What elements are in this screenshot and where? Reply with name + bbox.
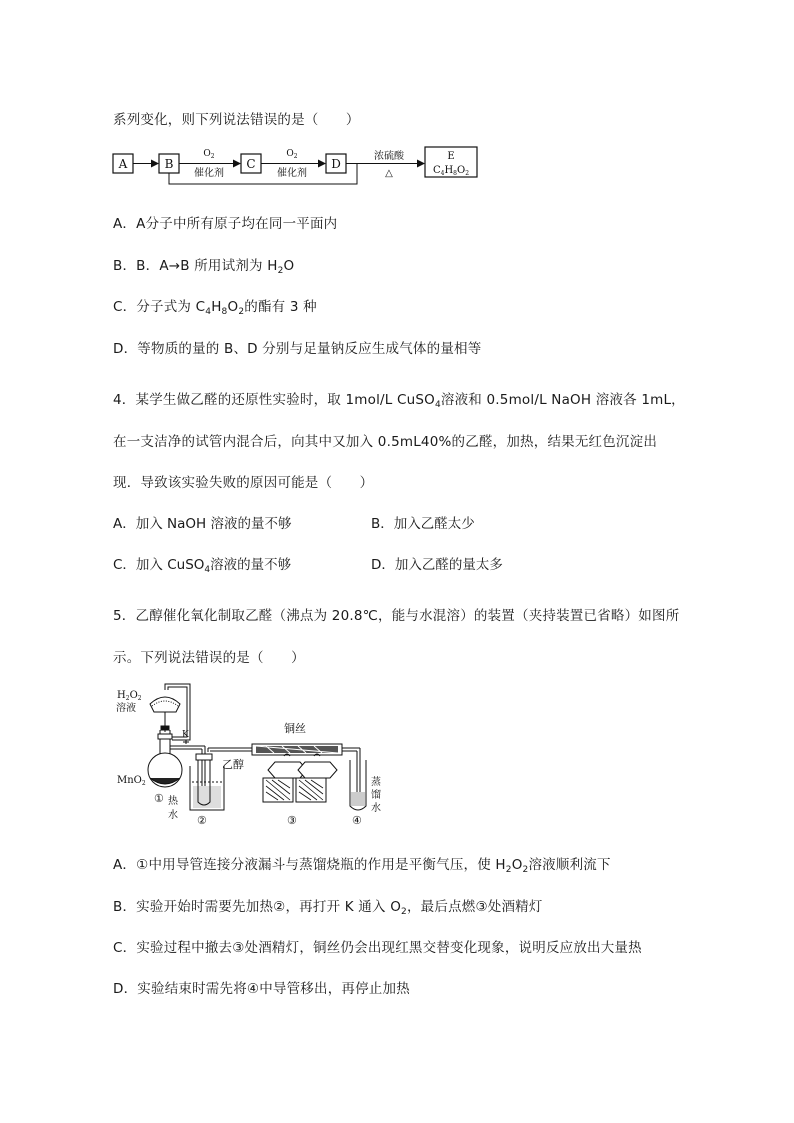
hot-water-label-1: 热: [168, 796, 178, 807]
q4-option-b: B．加入乙醛太少: [371, 516, 475, 532]
o2-label-2: $O_2$: [286, 149, 298, 160]
q4-option-c: C．加入 CuSO$_4$溶液的量不够: [113, 557, 292, 575]
catalyst-label-2: 催化剂: [277, 168, 307, 179]
e-formula: $C_4H_8O_2$: [432, 165, 470, 177]
copper-wire-label: 铜丝: [284, 722, 306, 735]
heat-symbol: △: [385, 168, 393, 179]
mno2-label: MnO$_2$: [117, 775, 146, 787]
label-a: A: [118, 157, 128, 171]
marker-3: ③: [287, 814, 297, 827]
marker-1: ①: [154, 792, 164, 805]
distilled-label-2: 馏: [371, 790, 381, 801]
q5-apparatus-diagram: [0, 682, 794, 832]
q3-reaction-flow-diagram: [0, 140, 794, 200]
q4-option-a: A．加入 NaOH 溶液的量不够: [113, 516, 292, 532]
marker-2: ②: [197, 814, 207, 827]
label-e: E: [447, 151, 455, 162]
q5-stem-line-1: 5．乙醇催化氧化制取乙醛（沸点为 20.8℃，能与水混溶）的装置（夹持装置已省略）如图所: [113, 608, 680, 624]
label-c: C: [246, 157, 256, 171]
distilled-label-3: 水: [371, 803, 381, 814]
ethanol-label: 乙醇: [222, 758, 244, 771]
hot-water-label-2: 水: [168, 810, 178, 821]
label-d: D: [331, 157, 341, 171]
q4-stem-line-1: 4．某学生做乙醛的还原性实验时，取 1mol/L CuSO$_4$溶液和 0.5mol/L NaOH 溶液各 1mL，: [113, 392, 685, 410]
q4-stem-line-2: 在一支洁净的试管内混合后，向其中又加入 0.5mL40%的乙醛，加热，结果无红色沉淀出: [113, 434, 658, 450]
k-label: K: [182, 730, 189, 740]
q3-option-a: A．A分子中所有原子均在同一平面内: [113, 216, 338, 232]
q5-option-c: C．实验过程中撤去③处酒精灯，铜丝仍会出现红黑交替变化现象，说明反应放出大量热: [113, 940, 642, 956]
q5-stem-line-2: 示。下列说法错误的是（ ）: [113, 650, 305, 666]
q3-option-c: C．分子式为 $C_4H_8O_2$的酯有 3 种: [113, 299, 317, 317]
q3-option-b: B．B．A→B 所用试剂为 $H_2O$: [113, 258, 295, 276]
catalyst-label-1: 催化剂: [194, 168, 224, 179]
marker-4: ④: [352, 814, 362, 827]
q3-option-d: D．等物质的量的 B、D 分别与足量钠反应生成气体的量相等: [113, 341, 482, 357]
distilled-label-1: 蒸: [371, 777, 381, 788]
q5-option-b: B．实验开始时需要先加热②，再打开 K 通入 $O_2$，最后点燃③处酒精灯: [113, 899, 543, 917]
q3-stem-tail: 系列变化，则下列说法错误的是（ ）: [113, 112, 360, 128]
solution-label: 溶液: [116, 703, 136, 714]
q5-option-a: A．①中用导管连接分液漏斗与蒸馏烧瓶的作用是平衡气压，使 $H_2O_2$溶液顺利流下: [113, 857, 611, 875]
q4-stem-line-3: 现．导致该实验失败的原因可能是（ ）: [113, 475, 374, 491]
h2o2-label: $H_2O_2$: [117, 690, 142, 702]
o2-label-1: $O_2$: [203, 149, 215, 160]
label-b: B: [164, 157, 174, 171]
q5-option-d: D．实验结束时需先将④中导管移出，再停止加热: [113, 981, 410, 997]
q4-option-d: D．加入乙醛的量太多: [371, 557, 503, 573]
conc-sulfuric-acid-label: 浓硫酸: [374, 151, 404, 162]
